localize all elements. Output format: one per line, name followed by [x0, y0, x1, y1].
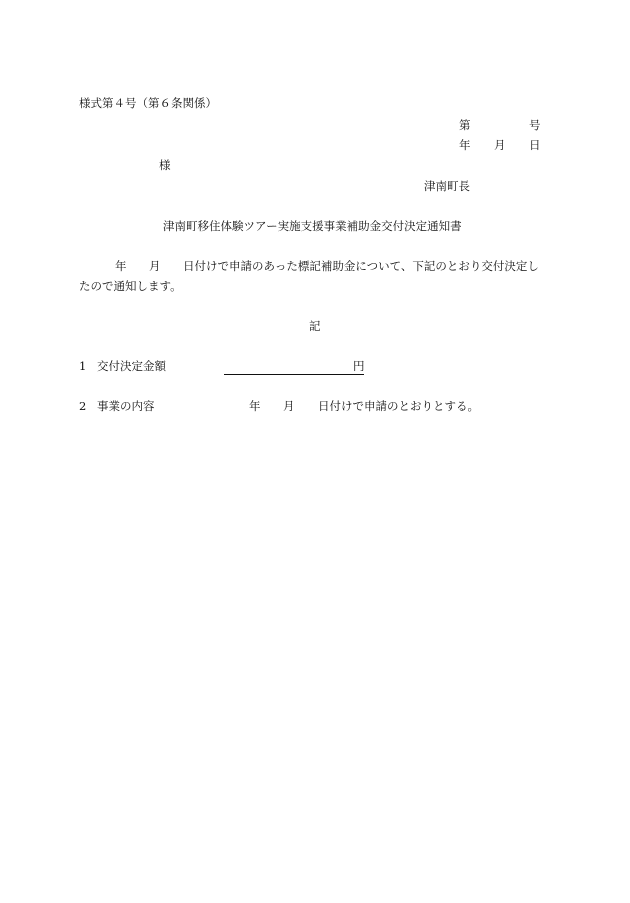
item2-month: 月	[283, 399, 295, 413]
form-label: 様式第４号（第６条関係）	[79, 96, 217, 110]
item-number: 2	[79, 399, 87, 413]
item2-year: 年	[249, 399, 261, 413]
body-line2: たので通知します。	[79, 279, 182, 293]
body-year: 年	[115, 259, 127, 273]
amount-blank	[224, 358, 364, 375]
sender: 津南町長	[424, 179, 470, 193]
date-month: 月	[494, 138, 506, 152]
document-number-prefix: 第	[459, 118, 471, 132]
recipient-suffix: 様	[159, 158, 171, 172]
ki-heading: 記	[309, 319, 321, 333]
document-title: 津南町移住体験ツアー実施支援事業補助金交付決定通知書	[163, 219, 462, 233]
amount-unit: 円	[353, 359, 365, 373]
body-line1: 日付けで申請のあった標記補助金について、下記のとおり交付決定し	[183, 259, 539, 273]
item2-rest: 日付けで申請のとおりとする。	[318, 399, 479, 413]
item-label-content: 事業の内容	[97, 399, 155, 413]
item-number: 1	[79, 359, 87, 373]
item-label-amount: 交付決定金額	[97, 359, 166, 373]
body-month: 月	[149, 259, 161, 273]
document-number-suffix: 号	[529, 118, 541, 132]
date-year: 年	[459, 138, 471, 152]
date-day: 日	[529, 138, 541, 152]
